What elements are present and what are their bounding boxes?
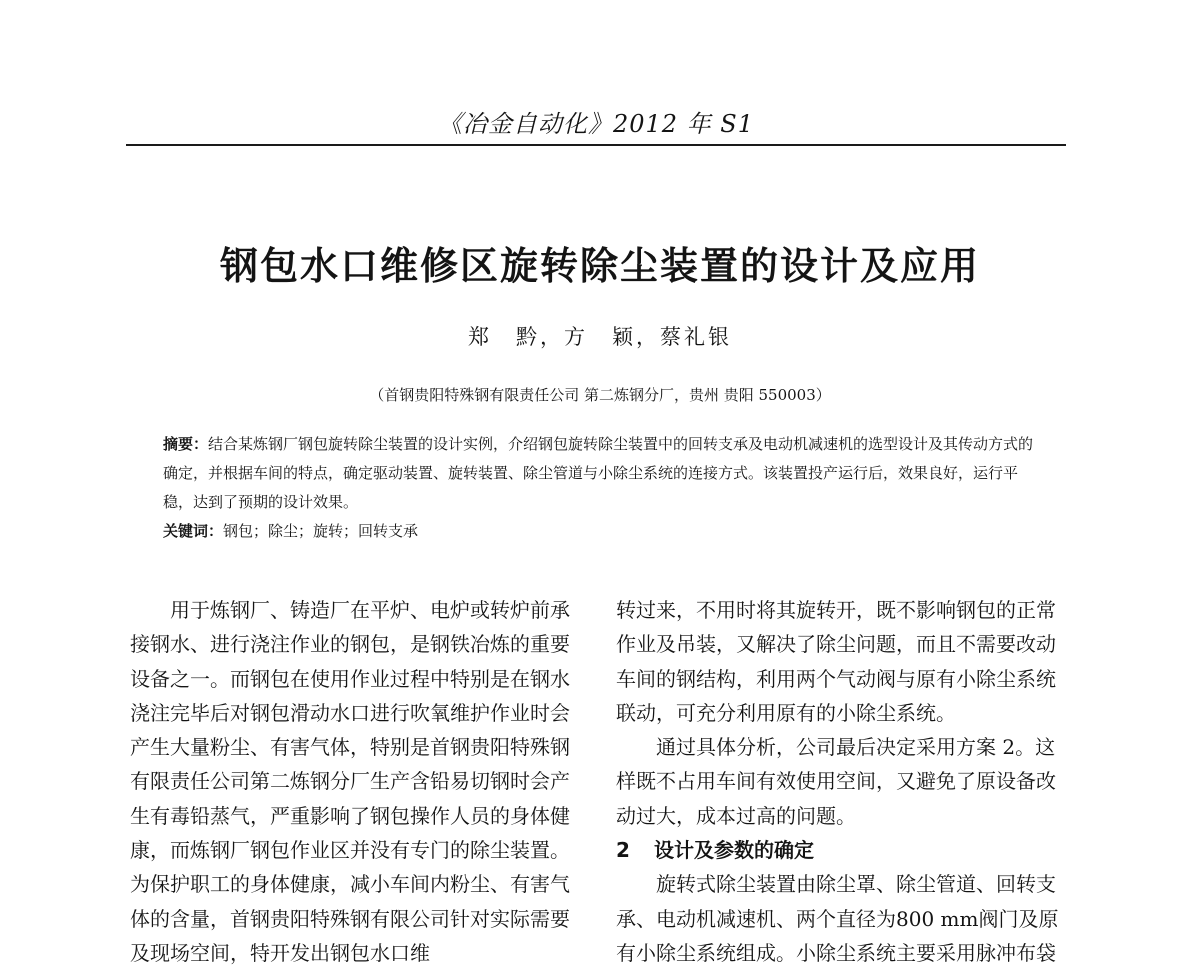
body-paragraph: 通过具体分析，公司最后决定采用方案 2。这样既不占用车间有效使用空间，又避免了原设备改动过大，成本过高的问题。 [616, 735, 1056, 828]
section-title: 设计及参数的确定 [654, 838, 814, 863]
body-column-left [130, 593, 578, 970]
keywords-text: 钢包；除尘；旋转；回转支承 [223, 522, 419, 540]
header-rule [126, 144, 1066, 146]
body-paragraph: 转过来，不用时将其旋转开，既不影响钢包的正常作业及吊装，又解决了除尘问题，而且不需要改动车间的钢结构，利用两个气动阀与原有小除尘系统联动，可充分利用原有的小除尘系统。 [616, 598, 1056, 725]
journal-header: 《冶金自动化》2012 年 S1 [437, 110, 755, 138]
keywords-label: 关键词： [163, 522, 224, 540]
body-column-right [616, 593, 1068, 970]
abstract-block [163, 430, 1043, 546]
article-affiliation: （首钢贵阳特殊钢有限责任公司 第二炼钢分厂，贵州 贵阳 550003） [369, 386, 831, 404]
keywords [163, 517, 1043, 546]
article-authors: 郑 黔，方 颖，蔡礼银 [468, 325, 732, 349]
abstract [163, 430, 1043, 517]
abstract-text: 结合某炼钢厂钢包旋转除尘装置的设计实例，介绍钢包旋转除尘装置中的回转支承及电动机减速机的选型设计及其传动方式的确定，并根据车间的特点，确定驱动装置、旋转装置、除尘管道与小除尘系统的连接方式。该装置投产运行后，效果良好，运行平稳，达到了预期的设计效果。 [163, 435, 1034, 511]
body-paragraph: 旋转式除尘装置由除尘罩、除尘管道、回转支承、电动机减速机、两个直径为800 mm阀门及原有小除尘系统组成。小除尘系统主要采用脉冲布袋 [616, 872, 1059, 965]
abstract-label: 摘要： [163, 435, 209, 453]
body-paragraph: 用于炼钢厂、铸造厂在平炉、电炉或转炉前承接钢水、进行浇注作业的钢包，是钢铁冶炼的重要设备之一。而钢包在使用作业过程中特别是在钢水浇注完毕后对钢包滑动水口进行吹氧维护作业时会产生大量粉尘、有害气体，特别是首钢贵阳特殊钢有限责任公司第二炼钢分厂生产含铅易切钢时会产生有毒铅蒸气，严重影响了钢包操作人员的身体健康，而炼钢厂钢包作业区并没有专门的除尘装置。为保护职工的身体健康，减小车间内粉尘、有害气体的含量，首钢贵阳特殊钢有限公司针对实际需要及现场空间，特开发出钢包水口维 [130, 598, 570, 965]
section-number: 2 [616, 838, 630, 863]
section-heading [616, 833, 1068, 867]
article-title: 钢包水口维修区旋转除尘装置的设计及应用 [219, 244, 980, 288]
